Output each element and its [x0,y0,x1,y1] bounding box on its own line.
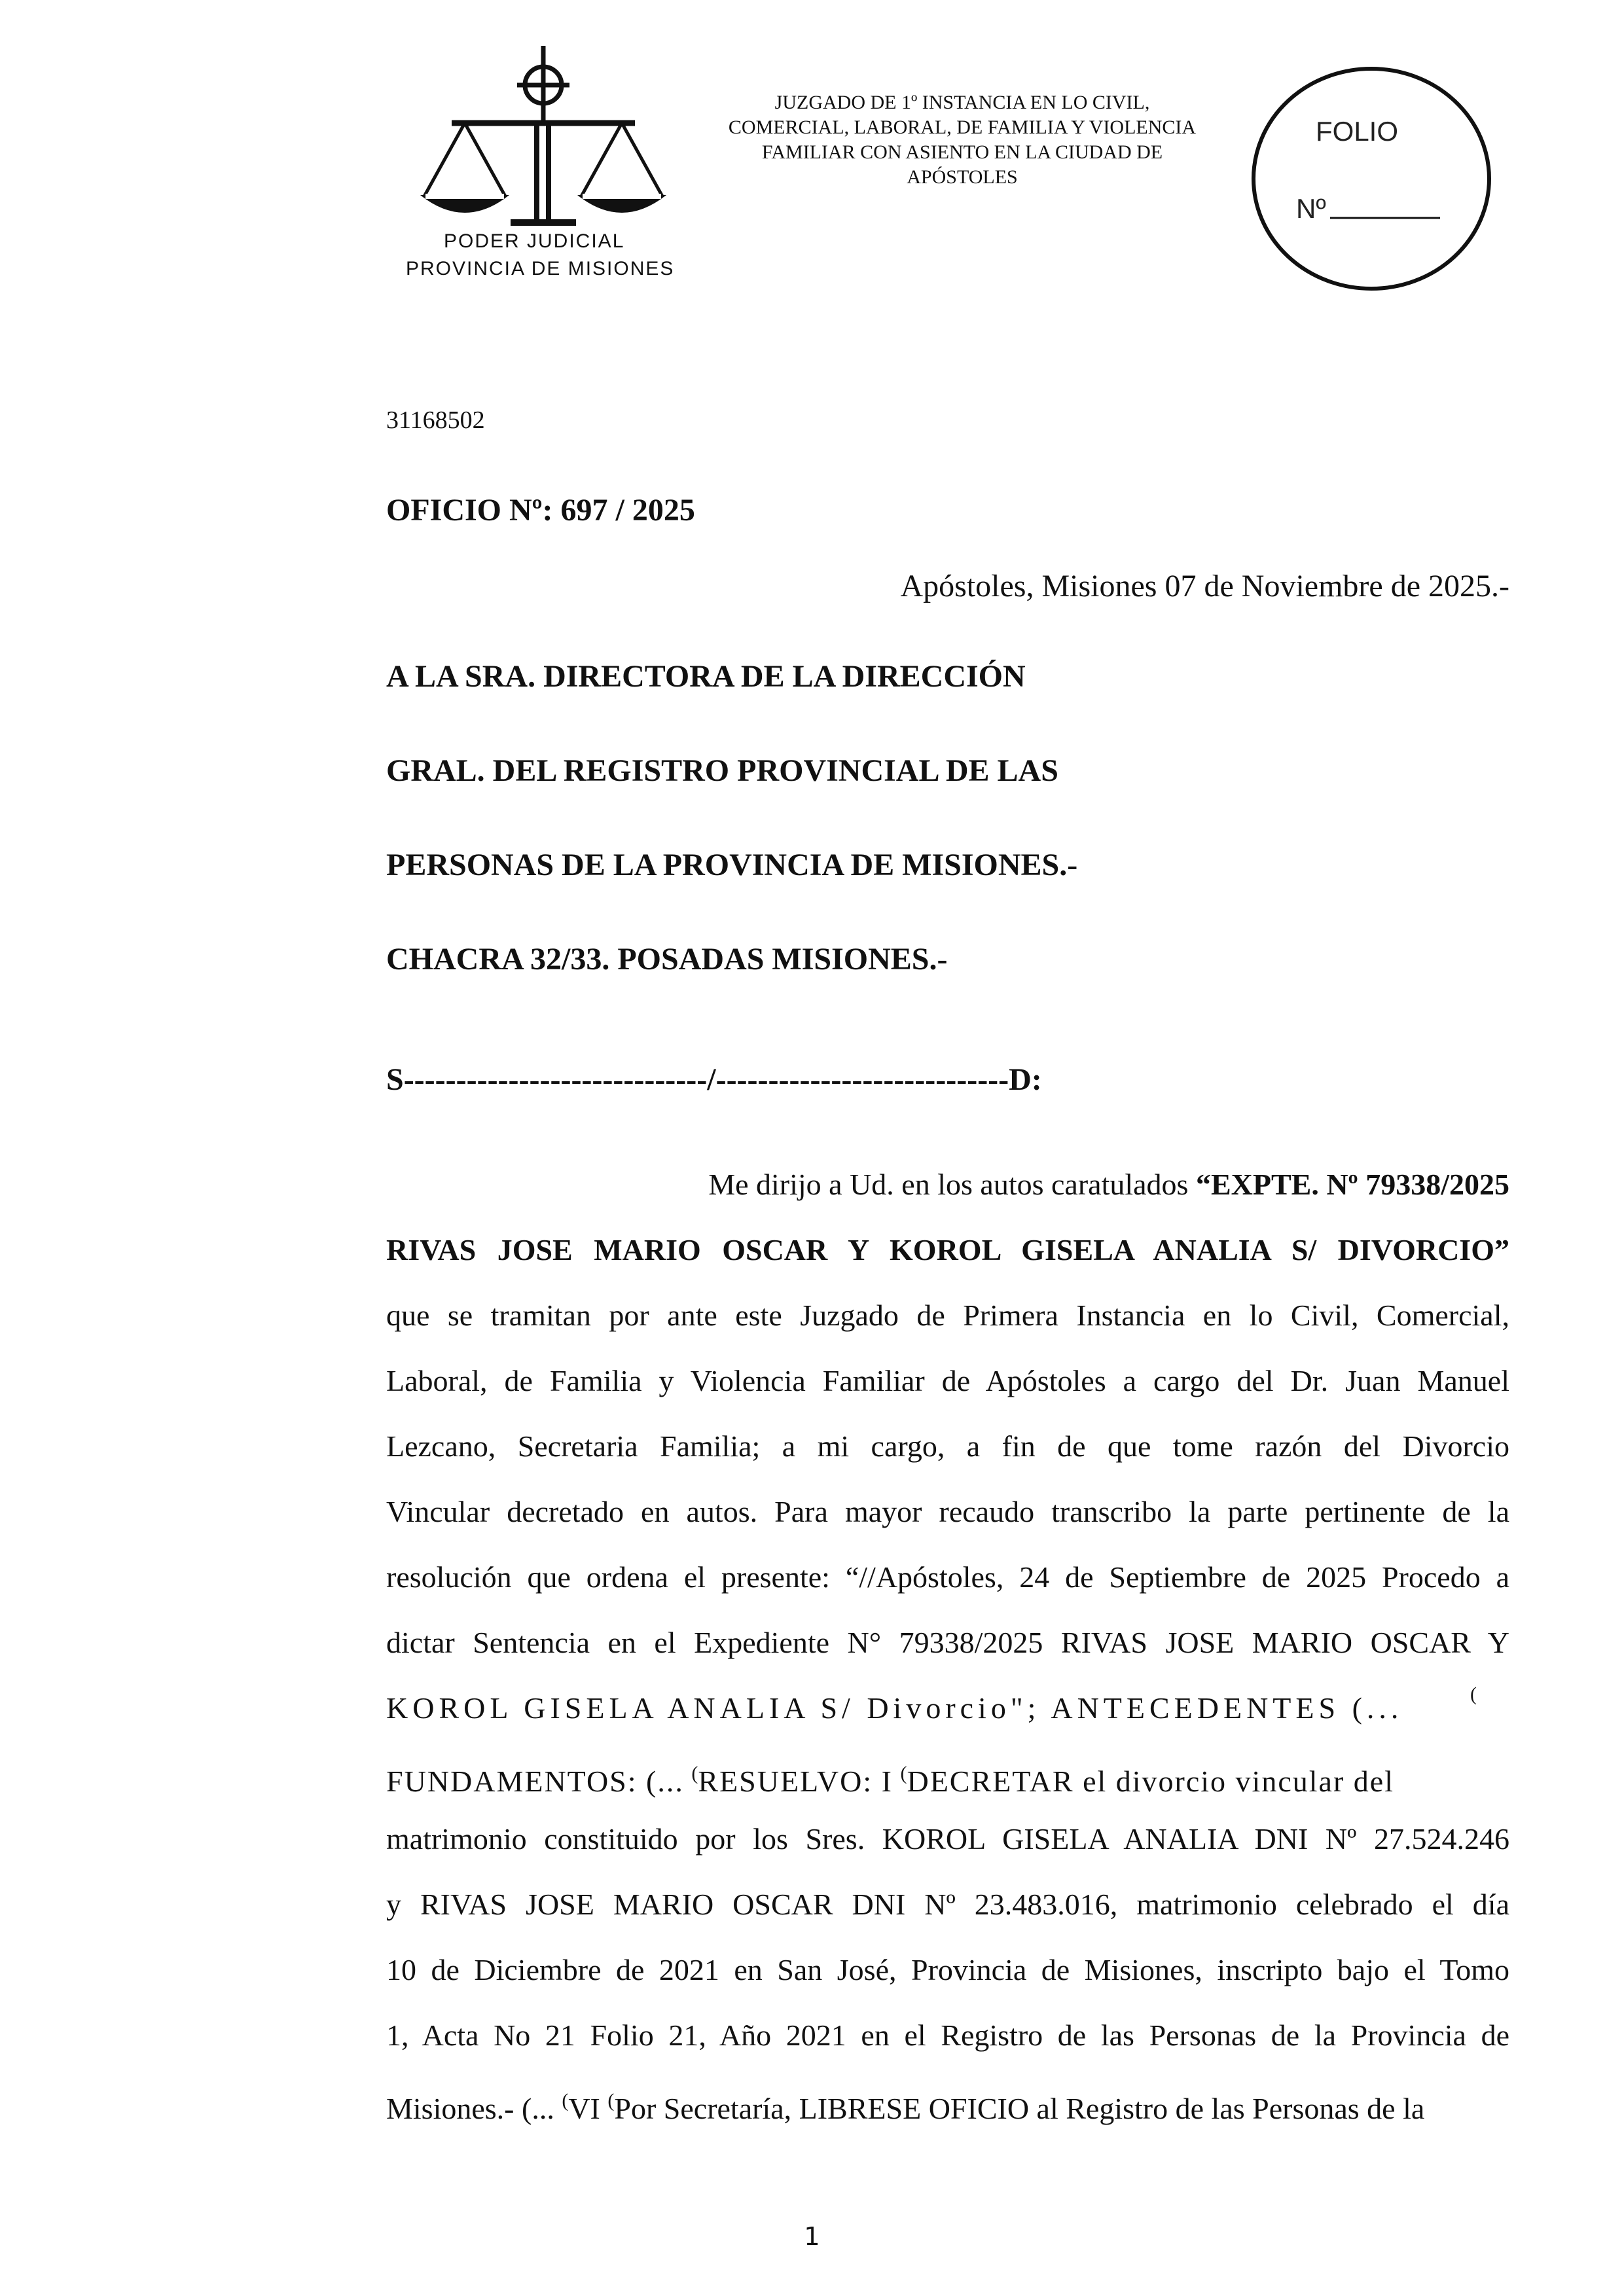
body-line: matrimonio constituido por los Sres. KOROL GISELA ANALIA DNI Nº 27.524.246 [386,1822,1509,1856]
body-line-text: Por Secretaría, LIBRESE OFICIO al Registro de las Personas de la [614,2092,1425,2125]
addressee-line: PERSONAS DE LA PROVINCIA DE MISIONES.- [386,848,1078,882]
body-line-text: VI [568,2092,600,2125]
document-code: 31168502 [386,406,485,434]
stamp-circle-icon [1244,62,1499,295]
body-line [386,1754,1509,1798]
body-line: dictar Sentencia en el Expediente N° 79338/2025 RIVAS JOSE MARIO OSCAR Y [386,1626,1509,1659]
body-line: 10 de Diciembre de 2021 en San José, Provincia de Misiones, inscripto bajo el Tomo [386,1953,1509,1986]
paren-mark: ( [562,2090,569,2111]
body-line-text: Me dirijo a Ud. en los autos caratulados [708,1168,1196,1201]
court-heading [674,90,1250,190]
body-line: 1, Acta No 21 Folio 21, Año 2021 en el Registro de las Personas de la Provincia de [386,2018,1509,2052]
document-date: Apóstoles, Misiones 07 de Noviembre de 2025.- [900,569,1509,603]
paren-mark: ( [1470,1683,1477,1705]
court-heading-line: COMERCIAL, LABORAL, DE FAMILIA Y VIOLENCIA [728,117,1197,138]
expediente-title: “EXPTE. Nº 79338/2025 [1195,1168,1509,1201]
addressee-line: A LA SRA. DIRECTORA DE LA DIRECCIÓN [386,659,1026,694]
body-line [550,1165,1509,1204]
scales-of-justice-icon [406,39,681,236]
body-line: y RIVAS JOSE MARIO OSCAR DNI Nº 23.483.016, matrimonio celebrado el día [386,1888,1509,1921]
logo-text-line1: PODER JUDICIAL [444,230,625,252]
expediente-title-line: RIVAS JOSE MARIO OSCAR Y KOROL GISELA ANALIA S/ DIVORCIO” [386,1233,1509,1266]
court-heading-line: JUZGADO DE 1º INSTANCIA EN LO CIVIL, [774,92,1150,113]
body-line-text: DECRETAR el divorcio vincular del [907,1765,1394,1798]
court-heading-line: APÓSTOLES [907,166,1018,188]
oficio-number: OFICIO Nº: 697 / 2025 [386,493,695,528]
paren-mark: ( [900,1763,907,1784]
body-line: Vincular decretado en autos. Para mayor recaudo transcribo la parte pertinente de la [386,1495,1509,1528]
paren-mark: ( [607,2090,615,2111]
addressee-line: CHACRA 32/33. POSADAS MISIONES.- [386,942,948,977]
body-line: que se tramitan por ante este Juzgado de Primera Instancia en lo Civil, Comercial, [386,1299,1509,1332]
body-line: resolución que ordena el presente: “//Apóstoles, 24 de Septiembre de 2025 Procedo a [386,1560,1509,1594]
court-heading-line: FAMILIAR CON ASIENTO EN LA CIUDAD DE [761,141,1163,163]
body-line-text: FUNDAMENTOS: (... [386,1765,684,1798]
judicial-logo [406,39,681,295]
logo-text-line2: PROVINCIA DE MISIONES [406,258,675,279]
body-line: Lezcano, Secretaria Familia; a mi cargo, a fin de que tome razón del Divorcio [386,1429,1509,1463]
body-line-text: RESUELVO: I [698,1765,893,1798]
body-line-text: Misiones.- (... [386,2092,554,2125]
paren-mark: ( [691,1763,698,1784]
salutation: S-----------------------------/----------------------------D: [386,1062,1042,1097]
body-line [386,2081,1509,2125]
addressee-line: GRAL. DEL REGISTRO PROVINCIAL DE LAS [386,753,1058,788]
stamp-number-label: Nº [1296,193,1326,224]
body-line: Laboral, de Familia y Violencia Familiar de Apóstoles a cargo del Dr. Juan Manuel [386,1364,1509,1397]
body-line [386,1689,1492,1728]
folio-stamp [1244,62,1499,295]
stamp-title: FOLIO [1316,116,1399,147]
page-number: 1 [804,2222,820,2251]
body-line-text: KOROL GISELA ANALIA S/ Divorcio"; ANTECEDENTES (... [386,1691,1403,1725]
